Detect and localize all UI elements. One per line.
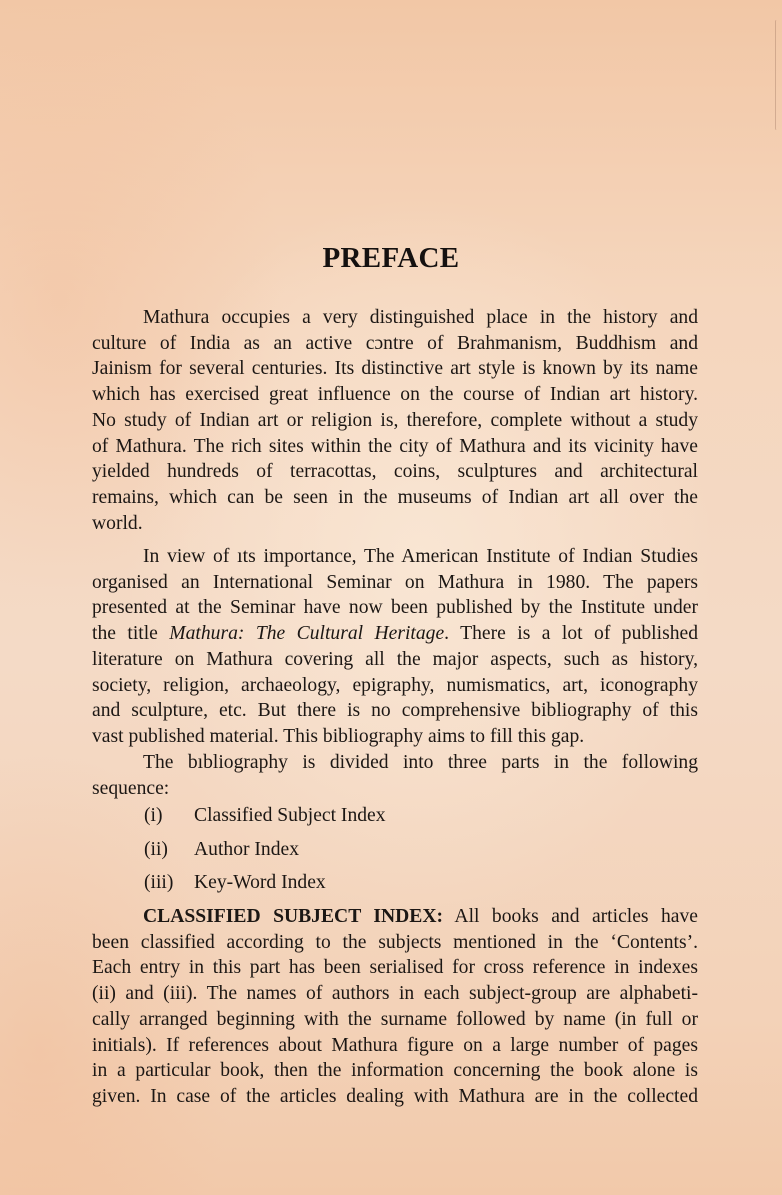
text-line: given. In case of the articles dealing with Mathura are in the collected <box>92 1085 698 1107</box>
book-title-italic: Mathura: The Cultural Heritage <box>169 623 445 645</box>
text-line: cally arranged beginning with the surname followed by name (in full or <box>92 1008 698 1030</box>
page-title: PREFACE <box>322 242 460 274</box>
text-line: remains, which can be seen in the museums of Indian art all over the <box>92 486 698 508</box>
text-line: Mathura occupies a very distinguished place in the history and <box>143 307 698 328</box>
list-marker: (iii) <box>144 872 174 893</box>
text-line: society, religion, archaeology, epigraphy, numismatics, art, iconography <box>92 674 698 696</box>
text-line: which has exercised great influence on the course of Indian art history. <box>92 384 698 406</box>
text-line: No study of Indian art or religion is, therefore, complete without a study <box>92 409 698 431</box>
list-label: Author Index <box>194 838 300 860</box>
text-line: been classified according to the subjects mentioned in the ‘Contents’. <box>92 931 698 953</box>
list-label: Key-Word Index <box>194 872 326 893</box>
list-marker: (ii) <box>144 838 168 860</box>
text-line: literature on Mathura covering all the major aspects, such as history, <box>92 648 698 670</box>
list-item <box>144 837 299 863</box>
text-line: culture of India as an active cɔntre of Brahmanism, Buddhism and <box>92 332 698 354</box>
text-line: world. <box>92 512 143 534</box>
text-line: and sculpture, etc. But there is no comprehensive bibliography of this <box>92 700 698 722</box>
list-label: Classified Subject Index <box>194 805 386 826</box>
list-item <box>144 803 386 829</box>
text-line: organised an International Seminar on Mathura in 1980. The papers <box>92 571 698 593</box>
text-line: presented at the Seminar have now been published by the Institute under <box>92 597 698 619</box>
text-line: The bıbliography is divided into three parts in the following <box>143 752 698 773</box>
text-line: Each entry in this part has been serialised for cross reference in indexes <box>92 957 698 979</box>
section-run-in-heading: CLASSIFIED SUBJECT INDEX: <box>143 906 444 927</box>
text-line: vast published material. This bibliography aims to fill this gap. <box>92 725 585 747</box>
text-line: In view of ıts importance, The American Institute of Indian Studies <box>143 546 698 567</box>
text-line: in a particular book, then the information concerning the book alone is <box>92 1060 698 1082</box>
text-line: of Mathura. The rich sites within the city of Mathura and its vicinity have <box>92 435 698 457</box>
text-line: sequence: <box>92 777 170 799</box>
text-line: Jainism for several centuries. Its distinctive art style is known by its name <box>92 358 698 380</box>
text-line-with-heading <box>143 904 698 930</box>
text-line: initials). If references about Mathura figure on a large number of pages <box>92 1034 698 1056</box>
text-span: . There is a lot of published <box>444 623 698 645</box>
text-line: (ii) and (iii). The names of authors in each subject-group are alphabeti- <box>92 983 698 1005</box>
list-marker: (i) <box>144 805 163 826</box>
text-line-with-book-title <box>92 621 698 647</box>
text-line: yielded hundreds of terracottas, coins, sculptures and architectural <box>92 461 698 483</box>
page-edge-crease <box>775 20 778 130</box>
list-item <box>144 870 326 896</box>
text-span: All books and articles have <box>443 906 698 927</box>
text-span: the title <box>92 623 170 645</box>
